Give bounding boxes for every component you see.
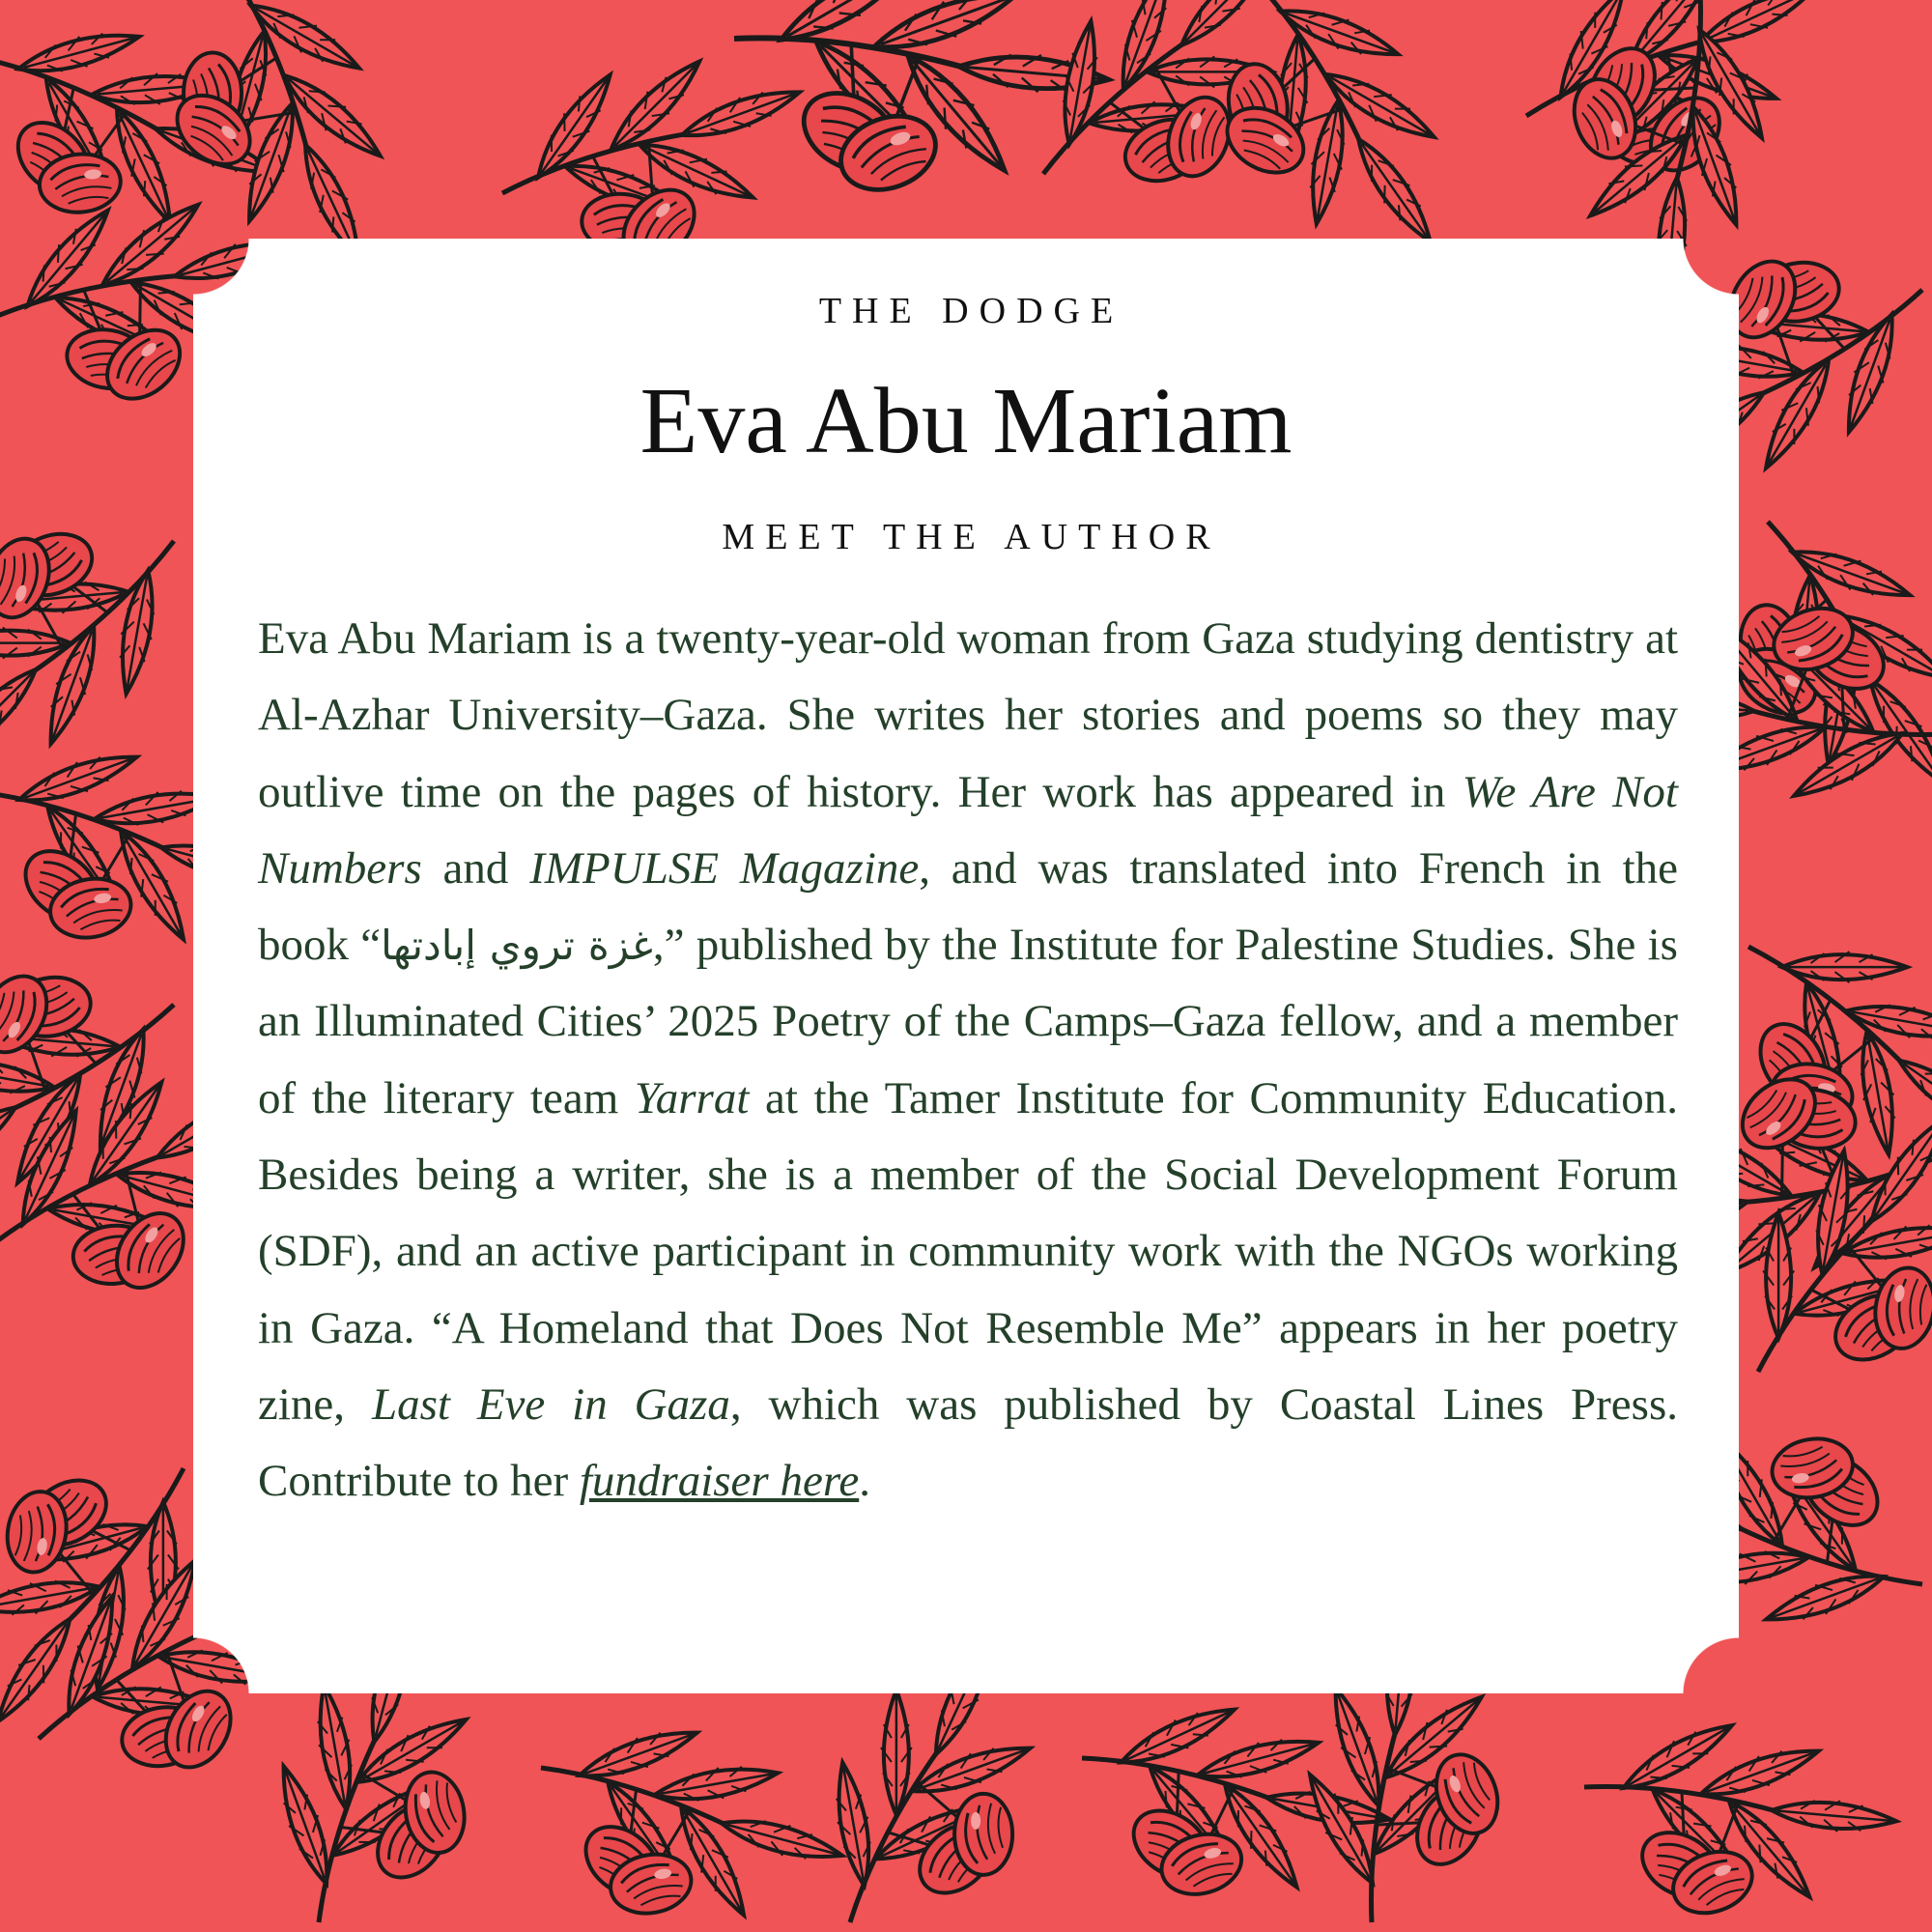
author-name-title: Eva Abu Mariam — [639, 369, 1293, 473]
bio-text-6: , which was published by Coastal Lines Press. Contribute to her — [258, 1378, 1679, 1507]
literary-team-name: Yarrat — [634, 1072, 750, 1123]
publication-title-impulse: IMPULSE Magazine — [529, 842, 920, 894]
section-subtitle: MEET THE AUTHOR — [722, 517, 1221, 557]
arabic-book-title: غزة تروي إبادتها — [381, 922, 653, 970]
bio-text-7: . — [859, 1456, 870, 1507]
author-bio — [258, 601, 1678, 1520]
zine-title: Last Eve in Gaza — [371, 1378, 730, 1430]
bio-text-5: at the Tamer Institute for Community Education. Besides being a writer, she is a member of the Social Development Forum (SDF), and an active participant in community work with the NGOs working in Gaza. “A Homeland that Does Not Resemble Me” appears in her poetry zine, — [258, 1072, 1678, 1430]
publication-title-we-are-not-numbers: We Are Not Numbers — [258, 766, 1678, 894]
bio-text-1: Eva Abu Mariam is a twenty-year-old woman from Gaza studying dentistry at Al-Azhar University–Gaza. She writes her stories and poems so they may outlive time on the pages of history. Her work has appeared in — [258, 613, 1678, 817]
fundraiser-link[interactable]: fundraiser here — [579, 1456, 860, 1507]
bio-text-3: , and was translated into French in the book “ — [258, 842, 1678, 971]
publication-name: THE DODGE — [818, 291, 1124, 331]
bio-text-4: ,” published by the Institute for Palestine Studies. She is an Illuminated Cities’ 2025 Poetry of the Camps–Gaza fellow, and a member of the literary team — [258, 920, 1678, 1123]
bio-text-2: and — [421, 842, 530, 894]
